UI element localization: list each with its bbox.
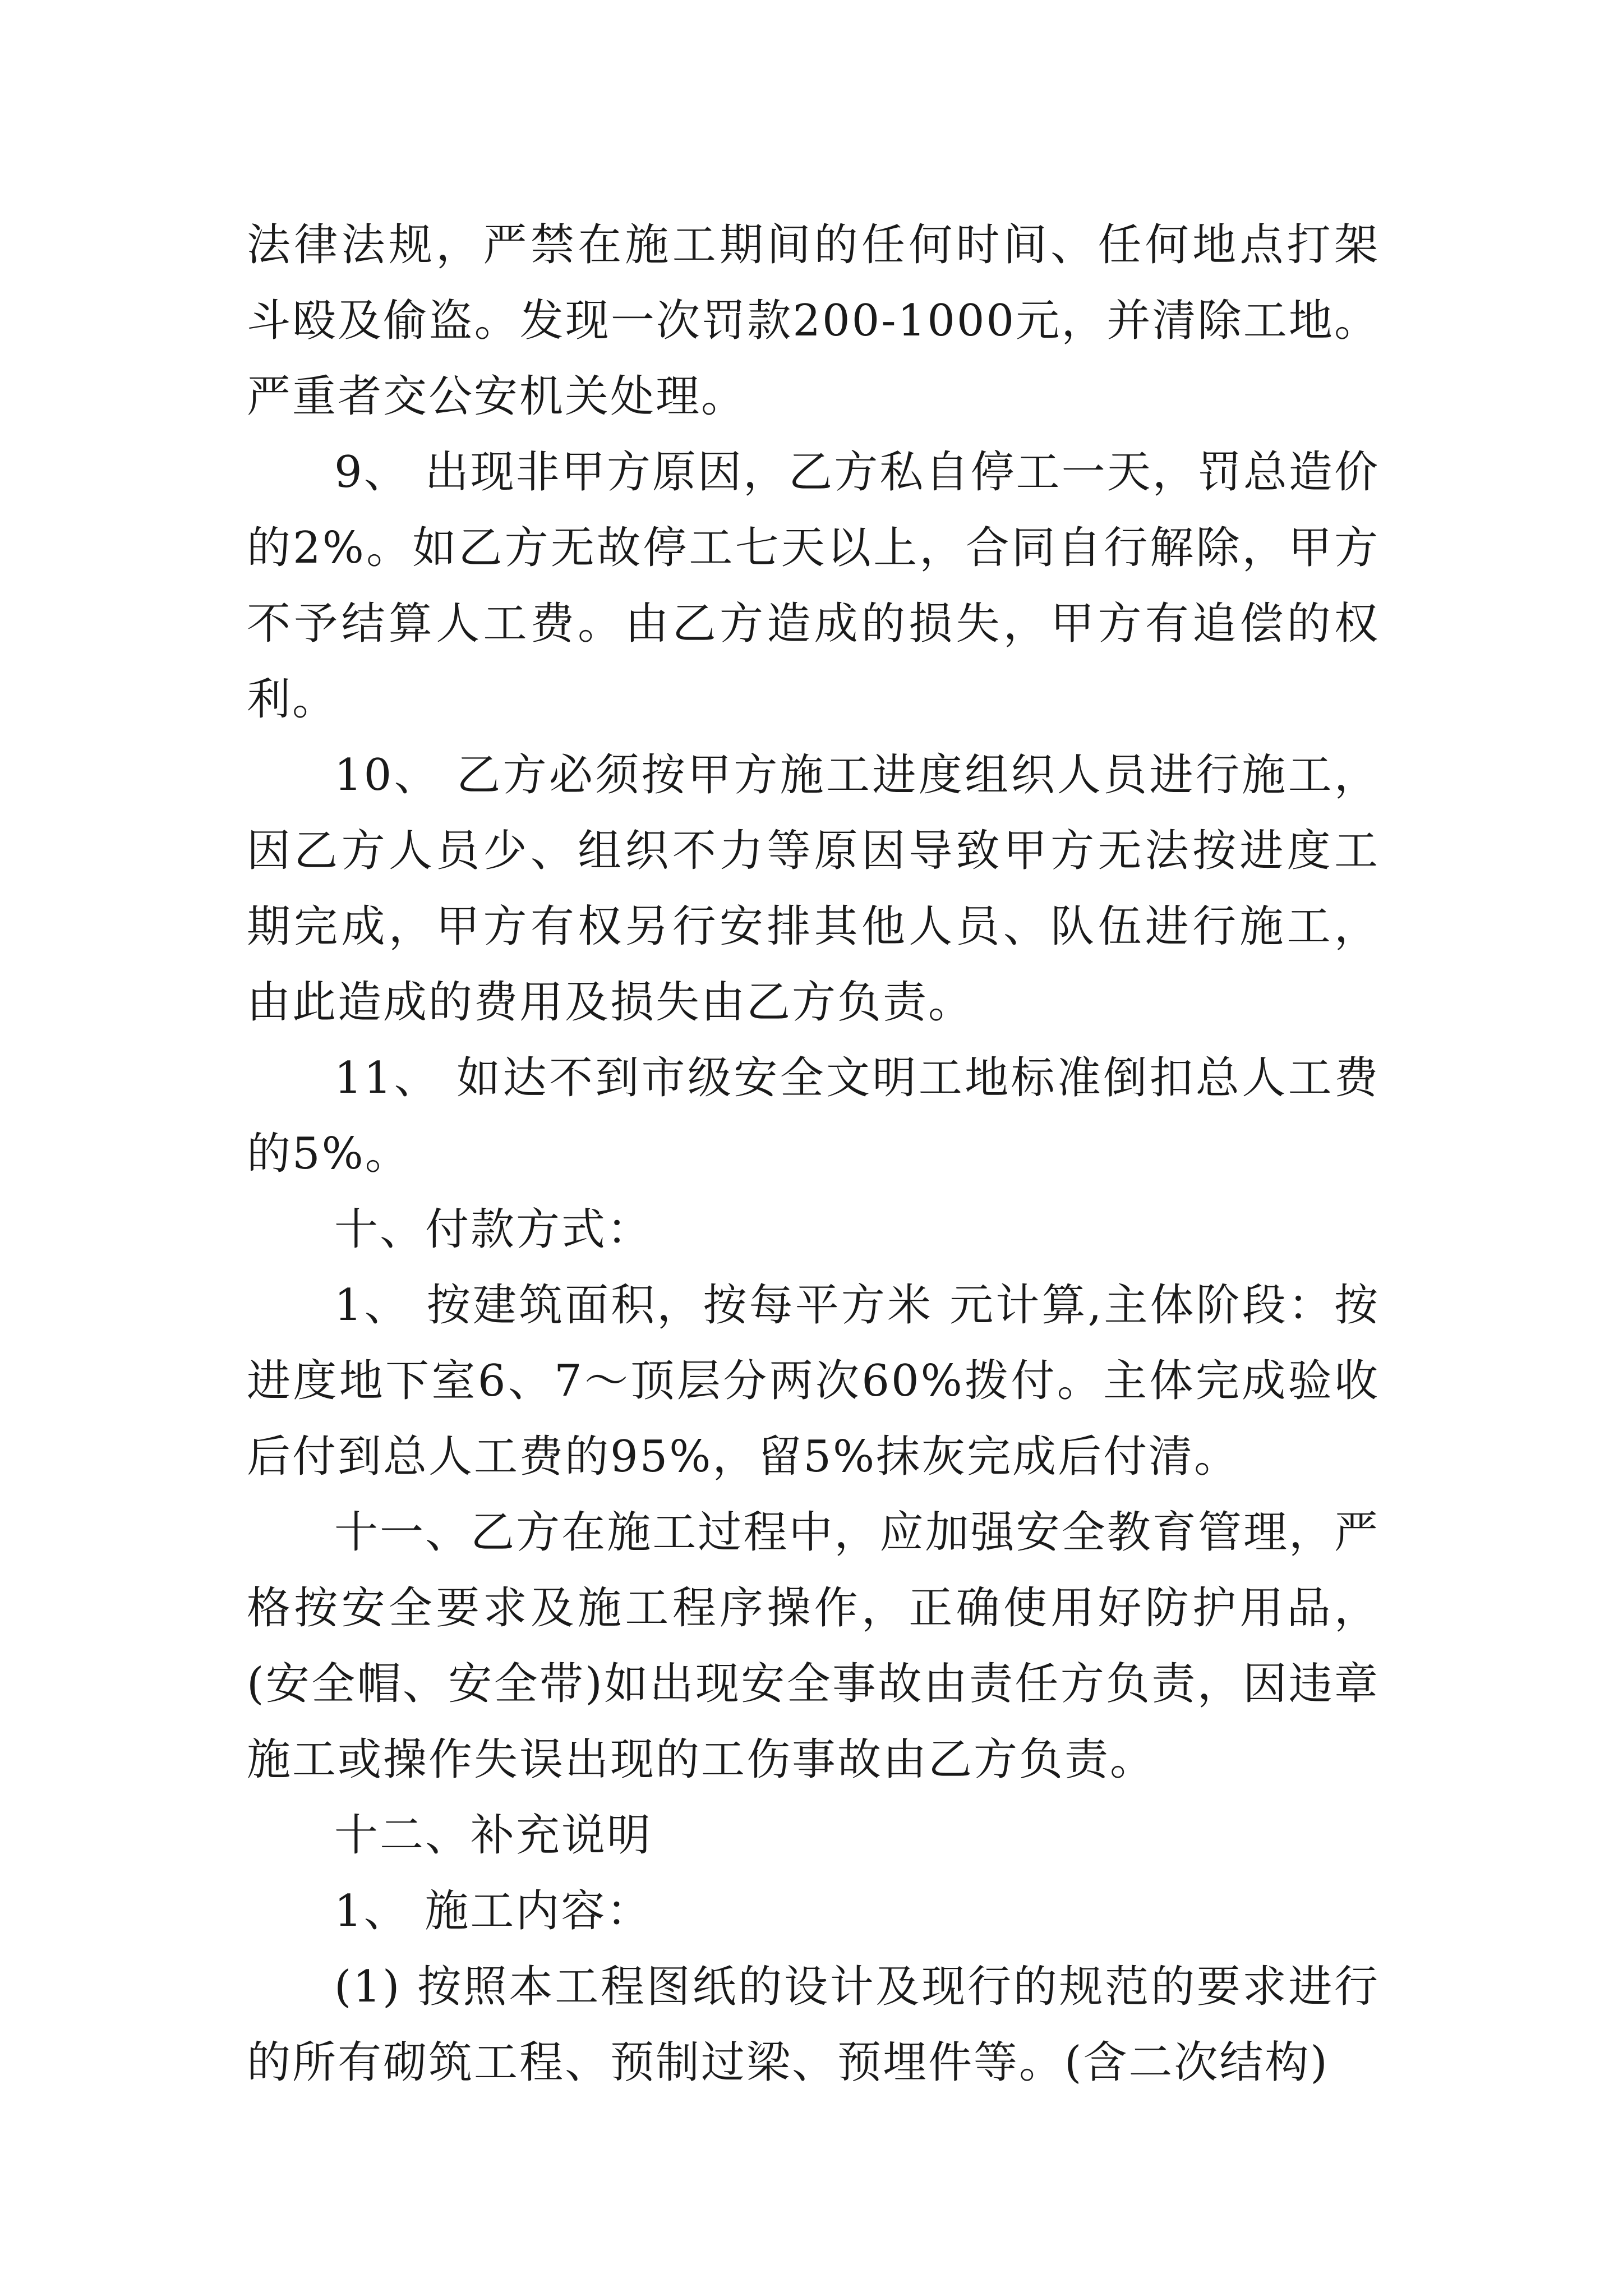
- paragraph-item-1: (1) 按照本工程图纸的设计及现行的规范的要求进行的所有砌筑工程、预制过梁、预埋件等。(含二次结构): [247, 1962, 1380, 2088]
- paragraph-payment-1: 1、 按建筑面积，按每平方米 元计算,主体阶段：按进度地下室6、7～顶层分两次60%拨付。主体完成验收后付到总人工费的95%，留5%抹灰完成后付清。: [247, 1280, 1380, 1482]
- paragraph-clause-9: 9、 出现非甲方原因，乙方私自停工一天，罚总造价的2%。如乙方无故停工七天以上，合同自行解除，甲方不予结算人工费。由乙方造成的损失，甲方有追偿的权利。: [247, 447, 1380, 725]
- section-heading-payment: 十、付款方式：: [334, 1204, 653, 1255]
- document-body: [247, 208, 1380, 2101]
- paragraph-safety: 十一、乙方在施工过程中，应加强安全教育管理，严格按安全要求及施工程序操作，正确使用好防护用品，(安全帽、安全带)如出现安全事故由责任方负责，因违章施工或操作失误出现的工伤事故由乙方负责。: [247, 1507, 1380, 1785]
- paragraph-clause-11: 11、 如达不到市级安全文明工地标准倒扣总人工费的5%。: [247, 1053, 1380, 1179]
- paragraph-construction-content: 1、 施工内容：: [334, 1886, 652, 1936]
- paragraph-clause-10: 10、 乙方必须按甲方施工进度组织人员进行施工，因乙方人员少、组织不力等原因导致甲方无法按进度工期完成，甲方有权另行安排其他人员、队伍进行施工，由此造成的费用及损失由乙方负责。: [247, 750, 1380, 1028]
- section-heading-supplement: 十二、补充说明: [334, 1810, 653, 1861]
- paragraph-law-compliance: 法律法规，严禁在施工期间的任何时间、任何地点打架斗殴及偷盗。发现一次罚款200-1000元，并清除工地。严重者交公安机关处理。: [247, 220, 1380, 422]
